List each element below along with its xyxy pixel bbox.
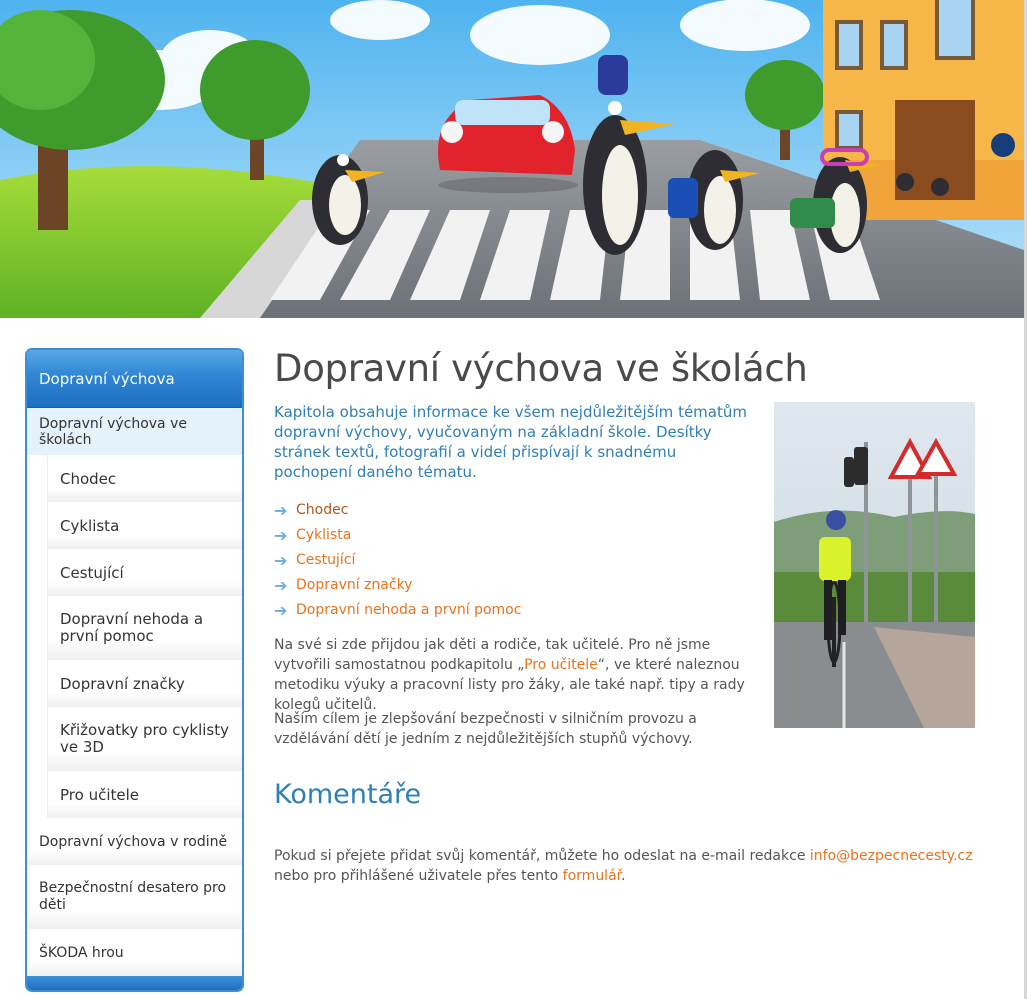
- list-item: [274, 498, 521, 523]
- list-item: [274, 548, 521, 573]
- paragraph-text: “, ve které naleznou metodiku výuky a pracovní listy pro žáky, ale také např. tipy a rady kolegů učitelů.: [274, 657, 745, 713]
- arrow-right-icon: ➔: [274, 526, 288, 545]
- banner-illustration: [0, 0, 1024, 318]
- paragraph-goal: Naším cílem je zlepšování bezpečnosti v silničním provozu a vzdělávání dětí je jedním z nejdůležitějších stupňů výchovy.: [274, 711, 697, 747]
- topic-link-cestujici[interactable]: Cestující: [296, 552, 356, 568]
- list-item: [274, 598, 521, 623]
- cyclist-photo: [774, 402, 975, 728]
- arrow-right-icon: ➔: [274, 601, 288, 620]
- paragraph-comments: [274, 846, 974, 886]
- sidebar-item-dopravni-nehoda[interactable]: Dopravní nehoda a první pomoc: [47, 596, 242, 660]
- paragraph-text: .: [621, 868, 626, 884]
- comments-heading: Komentáře: [274, 779, 422, 810]
- topic-link-chodec[interactable]: Chodec: [296, 502, 349, 518]
- sidebar-item-cestujici[interactable]: Cestující: [47, 549, 242, 596]
- sidebar-item-skoda-hrou[interactable]: ŠKODA hrou: [27, 929, 242, 976]
- sidebar-item-current[interactable]: Dopravní výchova ve školách: [27, 408, 242, 455]
- header-banner: [0, 0, 1024, 318]
- main-content: [274, 345, 979, 884]
- sidebar-header[interactable]: Dopravní výchova: [27, 350, 242, 408]
- paragraph-teachers: [274, 635, 764, 715]
- list-item: [274, 523, 521, 548]
- sidebar-item-rodina[interactable]: Dopravní výchova v rodině: [27, 818, 242, 865]
- sidebar-footer-bar: [27, 976, 242, 990]
- paragraph-text: Pokud si přejete přidat svůj komentář, můžete ho odeslat na e-mail redakce: [274, 848, 810, 864]
- sidebar-item-dopravni-znacky[interactable]: Dopravní značky: [47, 660, 242, 707]
- sidebar-item-cyklista[interactable]: Cyklista: [47, 502, 242, 549]
- arrow-right-icon: ➔: [274, 501, 288, 520]
- list-item: [274, 573, 521, 598]
- cyclist-photo-image: [774, 402, 975, 728]
- sidebar-item-chodec[interactable]: Chodec: [47, 455, 242, 502]
- arrow-right-icon: ➔: [274, 576, 288, 595]
- sidebar-item-krizovatky[interactable]: Křižovatky pro cyklisty ve 3D: [47, 707, 242, 771]
- paragraph-text: nebo pro přihlášené uživatele přes tento: [274, 868, 563, 884]
- topic-link-dopravni-nehoda[interactable]: Dopravní nehoda a první pomoc: [296, 602, 522, 618]
- topics-list: [274, 498, 521, 623]
- intro-text: Kapitola obsahuje informace ke všem nejdůležitějším tématům dopravní výchovy, vyučovaným na základní škole. Desítky stránek textů, fotografií a videí přispívají k snadnému pochopení daného tématu.: [274, 403, 747, 481]
- arrow-right-icon: ➔: [274, 551, 288, 570]
- page-title: Dopravní výchova ve školách: [274, 347, 808, 390]
- paragraph-text: Na své si zde přijdou jak děti a rodiče, tak učitelé. Pro ně jsme vytvořili samostatnou podkapitolu „: [274, 637, 711, 673]
- topic-link-cyklista[interactable]: Cyklista: [296, 527, 352, 543]
- email-link[interactable]: info@bezpecnecesty.cz: [809, 848, 973, 864]
- form-link[interactable]: formulář: [562, 868, 622, 884]
- sidebar-nav: [25, 348, 244, 992]
- topic-link-dopravni-znacky[interactable]: Dopravní značky: [296, 577, 413, 593]
- sidebar-item-pro-ucitele[interactable]: Pro učitele: [47, 771, 242, 818]
- sidebar-item-desatero[interactable]: Bezpečnostní desatero pro děti: [27, 865, 242, 929]
- pro-ucitele-link[interactable]: Pro učitele: [524, 657, 598, 673]
